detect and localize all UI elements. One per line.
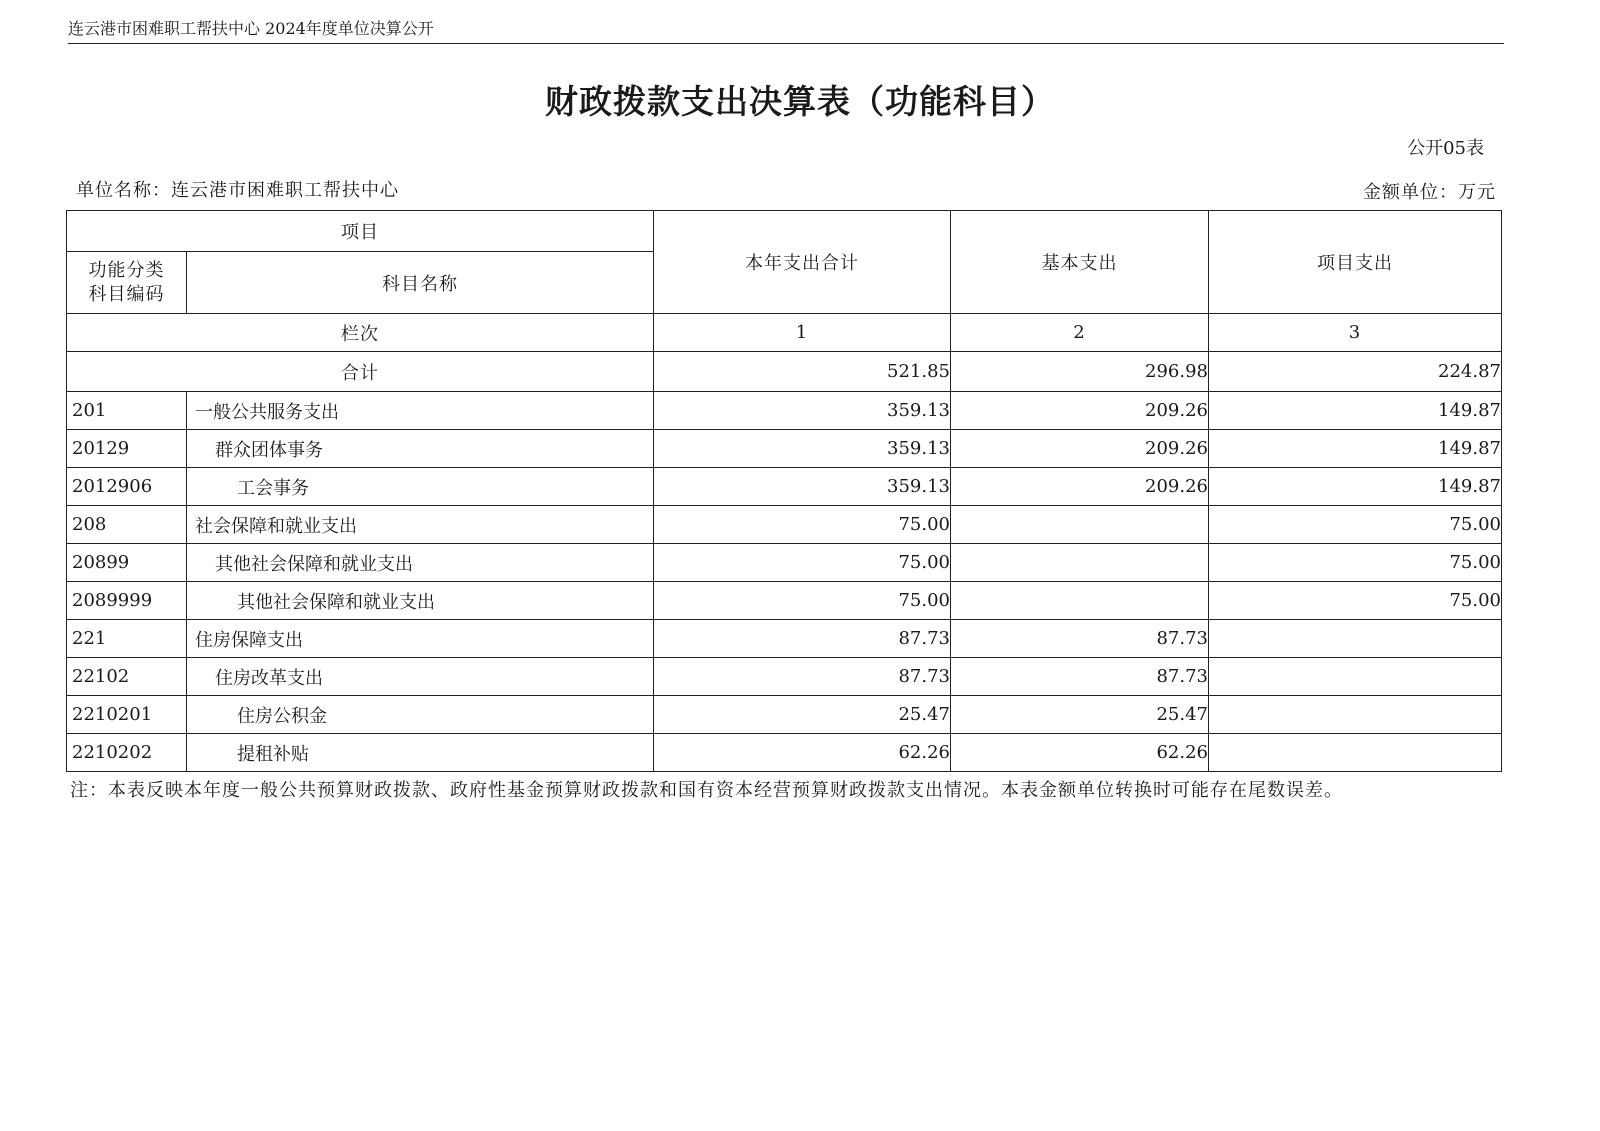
row-total: 75.00: [654, 582, 951, 620]
amount-unit: 金额单位：万元: [1363, 182, 1496, 203]
row-basic: 87.73: [951, 658, 1209, 696]
header-project: 项目: [67, 211, 654, 252]
row-code: 201: [67, 392, 187, 430]
row-total: 359.13: [654, 430, 951, 468]
table-row: [67, 392, 1502, 430]
row-total: 87.73: [654, 620, 951, 658]
table-row: [67, 544, 1502, 582]
row-project: 149.87: [1209, 392, 1502, 430]
totals-project: 224.87: [1209, 352, 1502, 392]
row-name: 住房公积金: [187, 696, 654, 734]
row-basic: 209.26: [951, 392, 1209, 430]
header-total: 本年支出合计: [654, 211, 951, 314]
header-row-1: [67, 211, 1502, 252]
row-project: 149.87: [1209, 430, 1502, 468]
row-basic: 62.26: [951, 734, 1209, 772]
row-project: 75.00: [1209, 544, 1502, 582]
header-code-line2: 科目编码: [88, 283, 165, 305]
row-code: 2210202: [67, 734, 187, 772]
row-total: 25.47: [654, 696, 951, 734]
row-basic: [951, 544, 1209, 582]
row-total: 359.13: [654, 392, 951, 430]
row-name: 其他社会保障和就业支出: [187, 544, 654, 582]
row-basic: 25.47: [951, 696, 1209, 734]
table-row: [67, 468, 1502, 506]
row-project: 75.00: [1209, 582, 1502, 620]
table-row: [67, 734, 1502, 772]
column-index-2: 2: [951, 314, 1209, 352]
table-row: [67, 506, 1502, 544]
row-code: 208: [67, 506, 187, 544]
table-code: 公开05表: [1407, 138, 1484, 159]
row-name: 群众团体事务: [187, 430, 654, 468]
row-basic: 209.26: [951, 468, 1209, 506]
row-basic: 209.26: [951, 430, 1209, 468]
expenditure-table: [66, 210, 1502, 772]
unit-name: 单位名称：连云港市困难职工帮扶中心: [76, 180, 399, 201]
row-code: 20129: [67, 430, 187, 468]
row-name: 提租补贴: [187, 734, 654, 772]
totals-basic: 296.98: [951, 352, 1209, 392]
row-name: 一般公共服务支出: [187, 392, 654, 430]
table-row: [67, 582, 1502, 620]
row-code: 20899: [67, 544, 187, 582]
row-name: 社会保障和就业支出: [187, 506, 654, 544]
row-code: 2210201: [67, 696, 187, 734]
column-index-row: [67, 314, 1502, 352]
row-total: 75.00: [654, 544, 951, 582]
totals-label: 合计: [67, 352, 654, 392]
totals-row: [67, 352, 1502, 392]
header-code-line1: 功能分类: [88, 259, 165, 281]
row-name: 其他社会保障和就业支出: [187, 582, 654, 620]
row-total: 359.13: [654, 468, 951, 506]
table-row: [67, 430, 1502, 468]
header-project-expenditure: 项目支出: [1209, 211, 1502, 314]
row-code: 221: [67, 620, 187, 658]
row-project: 149.87: [1209, 468, 1502, 506]
header-basic: 基本支出: [951, 211, 1209, 314]
page-title: 财政拨款支出决算表（功能科目）: [545, 82, 1055, 121]
row-project: [1209, 734, 1502, 772]
column-index-1: 1: [654, 314, 951, 352]
row-basic: [951, 582, 1209, 620]
row-basic: [951, 506, 1209, 544]
row-total: 87.73: [654, 658, 951, 696]
row-code: 2089999: [67, 582, 187, 620]
totals-total: 521.85: [654, 352, 951, 392]
row-code: 2012906: [67, 468, 187, 506]
row-project: 75.00: [1209, 506, 1502, 544]
table-note: 注：本表反映本年度一般公共预算财政拨款、政府性基金预算财政拨款和国有资本经营预算财政拨款支出情况。本表金额单位转换时可能存在尾数误差。: [70, 780, 1343, 801]
row-basic: 87.73: [951, 620, 1209, 658]
row-project: [1209, 620, 1502, 658]
row-project: [1209, 658, 1502, 696]
header-name: 科目名称: [187, 252, 654, 314]
table-row: [67, 658, 1502, 696]
header-code: [67, 252, 187, 314]
row-code: 22102: [67, 658, 187, 696]
column-index-label: 栏次: [67, 314, 654, 352]
row-name: 住房保障支出: [187, 620, 654, 658]
running-header: 连云港市困难职工帮扶中心 2024年度单位决算公开: [68, 16, 1504, 44]
row-name: 工会事务: [187, 468, 654, 506]
row-total: 75.00: [654, 506, 951, 544]
row-total: 62.26: [654, 734, 951, 772]
row-project: [1209, 696, 1502, 734]
column-index-3: 3: [1209, 314, 1502, 352]
table-row: [67, 620, 1502, 658]
table-row: [67, 696, 1502, 734]
row-name: 住房改革支出: [187, 658, 654, 696]
